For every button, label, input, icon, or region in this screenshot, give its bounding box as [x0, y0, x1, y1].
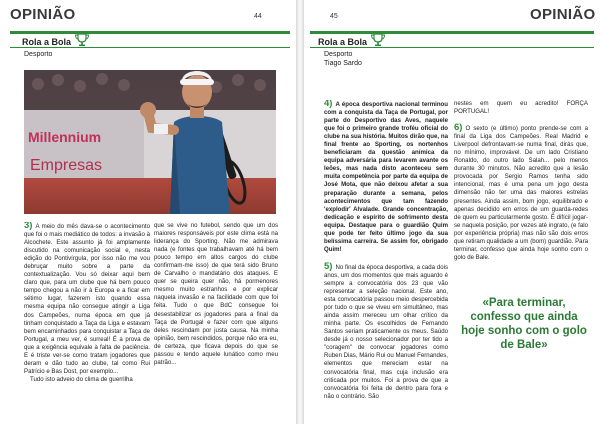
- column-rule: [10, 47, 290, 48]
- column-title: Rola a Bola: [22, 37, 72, 47]
- left-page: [0, 0, 296, 424]
- author-name: Tiago Sardo: [324, 60, 362, 67]
- paragraph-text: A meio do mês dava-se o acontecimento que foi o mais mediático de todos: a invasão à Alcochete. Este assunto já foi amplamente discutido na comunicação social e, nesta edição do Pontivírgula, por isso não me vou debruçar muito sobre a parte da contextualização. Vou só deixar aqui bem claro que, para um clube que há bem pouco tempo chegou a não ir à Europa e a ficar em sétimo lugar, fazerem isto quando essa mesma equipa não consegue atingir a Liga dos Campeões, numa época em que já tinham conquistado a Taça da Liga e estavam bem encaminhados para conquistar a Taça de Portugal, a meu ver, é surreal! É a prova de que a exigência equivale à falta de paciência. E é triste ver-se como tratam jogadores que deram e dão tudo ao clube, tal como Rui Patrício e Bas Dost, por exemplo...: [24, 223, 150, 375]
- section-title: OPINIÃO: [10, 6, 76, 23]
- article-column-1: [24, 222, 150, 422]
- page-number: 45: [330, 13, 338, 20]
- sponsor-text: Millennium: [28, 129, 102, 145]
- category-label: Desporto: [324, 51, 353, 58]
- spread-gutter: [296, 0, 304, 424]
- tennis-photo: [24, 70, 276, 214]
- paragraph-text: que se vive no futebol, sendo que um dos maiores responsáveis por este clima está na liderança do Sporting. Não me admirava nada (e fontes que trabalhavam até há bem pouco tempo em altos cargos do clube confirmam-me isso) de que terá sido Bruno de Carvalho o mandatário dos ataques. E quer se queira quer não, há pormenores mesmo muito estranhos e por explicar naquela invasão e na facilidade com que foi feita. Tudo o que BdC consegue foi desestabilizar os jogadores para a final da Taça de Portugal e fazer com que alguns deles rescindam por justa causa. Na minha opinião, bem rescindidos, porque não era eu, de certeza, que ficava depois do que se passou e tendo aquele lunático como meu patrão...: [154, 222, 278, 366]
- article-column-1: [324, 100, 448, 422]
- right-page: [304, 0, 600, 424]
- column-rule: [310, 47, 594, 48]
- paragraph-text: Tudo isto adveio do clima de guerrilha: [30, 375, 133, 383]
- paragraph-number: 4): [324, 100, 333, 109]
- trophy-icon: [370, 33, 386, 47]
- paragraph-text: No final da época desportiva, a cada dois anos, um dos momentos que mais aguardo é sempre a convocatória dos 23 que vão representar a seleção nacional. Este ano, esta convocatória passou meio despercebida por tudo o que se viveu em simultâneo, mas ainda assim mereceu um olhar crítico da minha parte. Os escolhidos de Fernando Santos seriam praticamente os meus. Saúdo desde já o nosso selecionador por ter tido a "coragem" de convocar jogadores como Ruben Dias, Mário Rui ou Manuel Fernandes, elementos que mereciam estar na convocatória final, mas cuja inclusão era criticada por muitos. Foi a prova de que a convocatória foi feita de dentro para fora e não o contrário. São: [324, 263, 448, 400]
- paragraph-text: nestes em quem eu acredito! FORÇA PORTUGAL!: [454, 100, 588, 116]
- paragraph-text: O sexto (e último) ponto prende-se com a final da Liga dos Campeões. Real Madrid e Liverpool defrontavam-se numa final, dirás que, no mínimo, improvável. De um lado Cristiano Ronaldo, do outro lado Salah... pelo menos durante 30 minutos. Não acredito que a lesão provocada por Sergio Ramos tenha sido intencional, mas é uma pena um jogo desta dimensão não ter uma das maiores estrelas presentes. Ainda assim, bom jogo, equilibrado e apenas decidido em erros de um guarda-redes de quem eu particularmente gosto. É difícil jogar-se naquela posição, por vezes até ingrato, (e falo por experiência própria) mas não são dois erros que retiram qualidade a um (bom) guardião. Para terminar, confesso que ainda hoje sonho com o golo de Bale.: [454, 125, 588, 261]
- trophy-icon: [74, 33, 90, 47]
- paragraph-text: A época desportiva nacional terminou com a conquista da Taça de Portugal, por parte do Desportivo das Aves, naquele que foi o primeiro grande troféu oficial do clube na sua história. Muitos dirão que, na final frente ao Sporting, os nortenhos beneficiaram da questão anímica da equipa adversária para levarem avante os leões, mas nada disto aconteceu sem muita competência por parte da equipa de José Mota, que não deixou afetar a sua preparação durante a semana, pelos acontecimentos que tam fazendo 'explodir' Alvalade. Grande concentração, dedicação e espírito de sofrimento desta equipa. Destaque para o guardião Quim que pode ter feito último jogo da sua belíssima carreira. Se assim for, obrigado Quim!: [324, 101, 448, 253]
- paragraph-number: 6): [454, 122, 463, 134]
- header-rule: [310, 31, 594, 34]
- paragraph-number: 3): [24, 222, 33, 231]
- column-title: Rola a Bola: [318, 37, 368, 47]
- header-rule: [10, 31, 290, 34]
- pull-quote: «Para terminar, confesso que ainda hoje sonho com o golo de Bale»: [461, 297, 587, 351]
- section-title: OPINIÃO: [530, 6, 596, 23]
- article-column-2: [454, 100, 588, 290]
- paragraph-number: 5): [324, 260, 333, 272]
- page-number: 44: [254, 13, 262, 20]
- backdrop-text: Empresas: [30, 157, 103, 174]
- category-label: Desporto: [24, 51, 53, 58]
- article-column-2: [154, 222, 278, 372]
